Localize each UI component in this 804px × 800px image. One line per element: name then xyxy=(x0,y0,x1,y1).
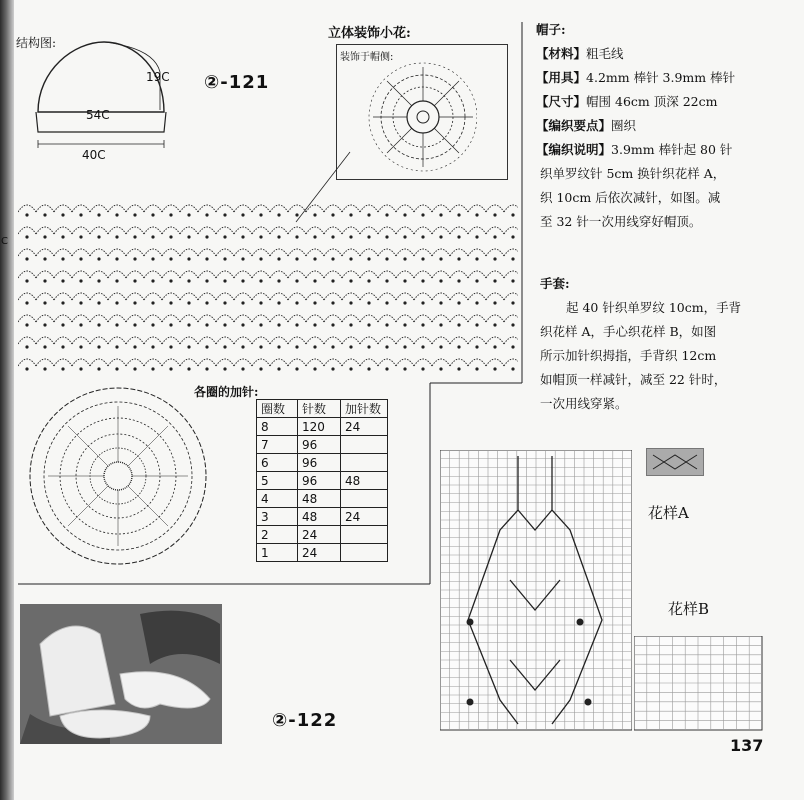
increases-cell: 2 xyxy=(257,526,298,544)
chart-b-grid xyxy=(634,636,768,736)
gloves-line1: 起 40 针织单罗纹 10cm，手背 xyxy=(566,300,742,315)
chart-a-key-box xyxy=(646,448,704,476)
hat-desc-line4: 至 32 针一次用线穿好帽顶。 xyxy=(540,214,702,229)
increases-row xyxy=(257,454,388,472)
increases-cell: 7 xyxy=(257,436,298,454)
increases-row xyxy=(257,544,388,562)
increases-cell: 48 xyxy=(298,508,341,526)
increases-cell xyxy=(341,526,388,544)
structure-label: 结构图: xyxy=(16,36,57,50)
increases-cell: 24 xyxy=(298,544,341,562)
pattern-122-circle: ② xyxy=(272,710,289,731)
increases-header-cell: 圈数 xyxy=(257,400,298,418)
lace-stitch-chart xyxy=(18,198,518,376)
increases-cell: 4 xyxy=(257,490,298,508)
hat-desc-line2: 织单罗纹针 5cm 换针织花样 A， xyxy=(540,166,726,181)
product-photo xyxy=(20,604,222,744)
flower-note: 装饰于帽侧: xyxy=(340,52,394,63)
increases-cell: 120 xyxy=(298,418,341,436)
round-crochet-chart xyxy=(22,380,214,572)
hat-description: 【编织说明】3.9mm 棒针起 80 针 xyxy=(536,142,733,157)
hat-materials: 【材料】粗毛线 xyxy=(536,46,624,61)
increases-row xyxy=(257,526,388,544)
gloves-instructions xyxy=(540,272,798,416)
increases-header-cell: 加针数 xyxy=(341,400,388,418)
increases-row xyxy=(257,490,388,508)
spine-mark: C xyxy=(1,236,8,247)
gloves-title: 手套: xyxy=(540,276,570,291)
increases-cell: 6 xyxy=(257,454,298,472)
increases-cell: 8 xyxy=(257,418,298,436)
increases-cell xyxy=(341,544,388,562)
hat-tools: 【用具】4.2mm 棒针 3.9mm 棒针 xyxy=(536,70,736,85)
increases-cell: 3 xyxy=(257,508,298,526)
cable-symbol-icon xyxy=(647,449,703,475)
increases-cell: 5 xyxy=(257,472,298,490)
dim-40: 40C xyxy=(82,148,106,162)
flower-title: 立体装饰小花: xyxy=(328,26,411,41)
increases-cell: 96 xyxy=(298,454,341,472)
increases-cell: 96 xyxy=(298,436,341,454)
increases-row xyxy=(257,436,388,454)
chart-b-label: 花样B xyxy=(668,600,710,618)
gloves-line5: 一次用线穿紧。 xyxy=(540,396,628,411)
increases-title: 各圈的加针: xyxy=(194,385,259,399)
gloves-line4: 如帽顶一样减针，减至 22 针时， xyxy=(540,372,727,387)
increases-cell: 24 xyxy=(341,418,388,436)
hat-size: 【尺寸】帽围 46cm 顶深 22cm xyxy=(536,94,718,109)
increases-cell xyxy=(341,436,388,454)
increases-header-row xyxy=(257,400,388,418)
hat-instructions xyxy=(536,18,798,234)
increases-cell: 96 xyxy=(298,472,341,490)
chart-a-grid xyxy=(440,450,632,738)
hat-title: 帽子: xyxy=(536,22,566,37)
increases-row xyxy=(257,508,388,526)
dim-19: 19C xyxy=(146,70,170,84)
increases-cell xyxy=(341,454,388,472)
dim-54: 54C xyxy=(86,108,110,122)
pattern-122-number: -122 xyxy=(288,710,338,731)
page-number: 137 xyxy=(730,736,764,755)
increases-cell: 48 xyxy=(298,490,341,508)
increases-cell: 1 xyxy=(257,544,298,562)
hat-key-points: 【编织要点】圈织 xyxy=(536,118,637,133)
gloves-line3: 所示加针织拇指，手背织 12cm xyxy=(540,348,717,363)
increases-cell: 24 xyxy=(298,526,341,544)
increases-cell: 24 xyxy=(341,508,388,526)
hat-and-mittens-illustration xyxy=(20,604,222,744)
pattern-121-number: -121 xyxy=(220,72,270,93)
increases-row xyxy=(257,472,388,490)
chart-a-label: 花样A xyxy=(648,504,689,522)
pattern-121-circle: ② xyxy=(204,72,221,93)
increases-header-cell: 针数 xyxy=(298,400,341,418)
pattern-122-label xyxy=(272,710,337,731)
hat-desc-line3: 织 10cm 后依次减针，如图。减 xyxy=(540,190,721,205)
increases-cell: 48 xyxy=(341,472,388,490)
increases-row xyxy=(257,418,388,436)
increases-table xyxy=(256,399,388,562)
gloves-line2: 织花样 A，手心织花样 B，如图 xyxy=(540,324,717,339)
increases-cell xyxy=(341,490,388,508)
